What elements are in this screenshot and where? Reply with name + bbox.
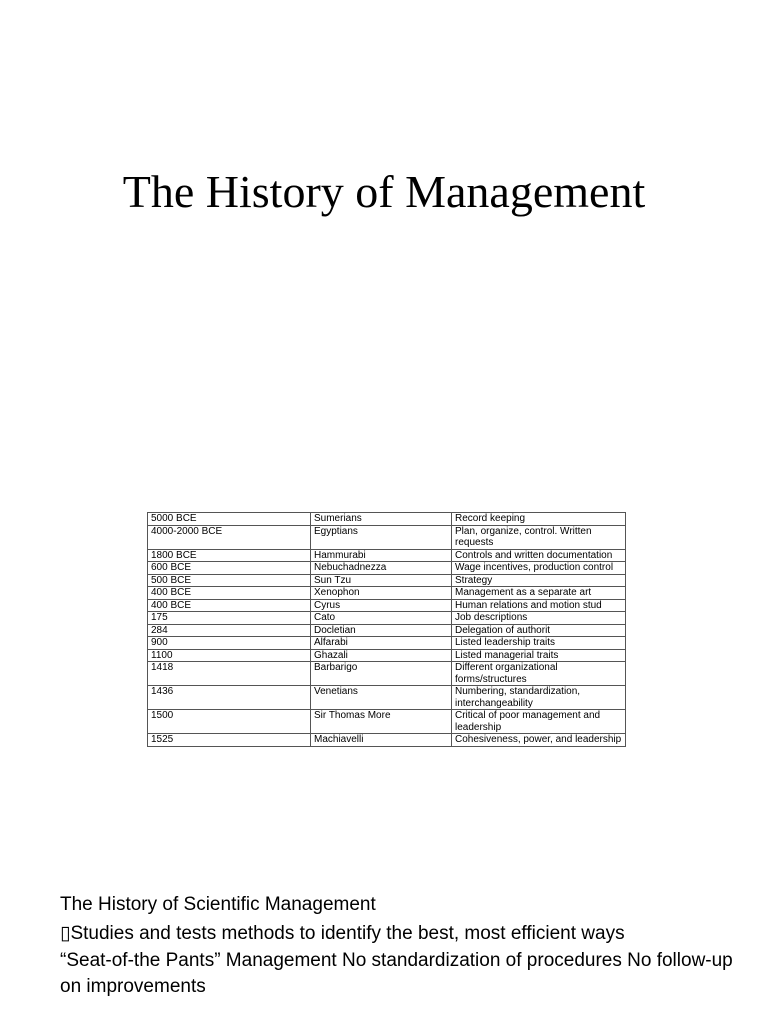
year-cell: 400 BCE	[148, 599, 311, 612]
contribution-cell: Cohesiveness, power, and leadership	[452, 734, 626, 747]
table-row	[148, 587, 626, 600]
contribution-cell: Management as a separate art	[452, 587, 626, 600]
name-cell: Egyptians	[311, 525, 452, 549]
year-cell: 5000 BCE	[148, 513, 311, 526]
table-row	[148, 574, 626, 587]
table-row	[148, 662, 626, 686]
contribution-cell: Listed managerial traits	[452, 649, 626, 662]
name-cell: Nebuchadnezza	[311, 562, 452, 575]
year-cell: 1800 BCE	[148, 549, 311, 562]
name-cell: Machiavelli	[311, 734, 452, 747]
contribution-cell: Wage incentives, production control	[452, 562, 626, 575]
year-cell: 500 BCE	[148, 574, 311, 587]
name-cell: Cyrus	[311, 599, 452, 612]
year-cell: 1500	[148, 710, 311, 734]
year-cell: 600 BCE	[148, 562, 311, 575]
contribution-cell: Controls and written documentation	[452, 549, 626, 562]
contribution-cell: Listed leadership traits	[452, 637, 626, 650]
name-cell: Sun Tzu	[311, 574, 452, 587]
table-row	[148, 599, 626, 612]
contribution-cell: Numbering, standardization, interchangeability	[452, 686, 626, 710]
name-cell: Sir Thomas More	[311, 710, 452, 734]
contribution-cell: Strategy	[452, 574, 626, 587]
contribution-cell: Critical of poor management and leadership	[452, 710, 626, 734]
table-row	[148, 612, 626, 625]
name-cell: Barbarigo	[311, 662, 452, 686]
history-table-container	[147, 512, 622, 747]
contribution-cell: Job descriptions	[452, 612, 626, 625]
table-row	[148, 513, 626, 526]
contribution-cell: Different organizational forms/structures	[452, 662, 626, 686]
table-row	[148, 525, 626, 549]
contribution-cell: Record keeping	[452, 513, 626, 526]
table-row	[148, 549, 626, 562]
name-cell: Hammurabi	[311, 549, 452, 562]
scientific-management-point: ▯Studies and tests methods to identify the best, most efficient ways	[60, 923, 625, 944]
name-cell: Docletian	[311, 624, 452, 637]
history-table	[147, 512, 626, 747]
name-cell: Cato	[311, 612, 452, 625]
year-cell: 900	[148, 637, 311, 650]
table-row	[148, 710, 626, 734]
name-cell: Alfarabi	[311, 637, 452, 650]
name-cell: Xenophon	[311, 587, 452, 600]
table-row	[148, 686, 626, 710]
page-title: The History of Management	[122, 166, 646, 217]
year-cell: 400 BCE	[148, 587, 311, 600]
seat-of-pants-point: “Seat-of-the Pants” Management No standardization of procedures No follow-up on improvements	[60, 950, 733, 997]
year-cell: 1525	[148, 734, 311, 747]
year-cell: 1418	[148, 662, 311, 686]
history-table-body	[148, 513, 626, 747]
table-row	[148, 562, 626, 575]
table-row	[148, 734, 626, 747]
year-cell: 1100	[148, 649, 311, 662]
table-row	[148, 649, 626, 662]
name-cell: Venetians	[311, 686, 452, 710]
contribution-cell: Human relations and motion stud	[452, 599, 626, 612]
table-row	[148, 637, 626, 650]
body-text	[60, 890, 750, 1000]
year-cell: 175	[148, 612, 311, 625]
table-row	[148, 624, 626, 637]
contribution-cell: Plan, organize, control. Written requests	[452, 525, 626, 549]
year-cell: 4000-2000 BCE	[148, 525, 311, 549]
year-cell: 284	[148, 624, 311, 637]
year-cell: 1436	[148, 686, 311, 710]
name-cell: Ghazali	[311, 649, 452, 662]
name-cell: Sumerians	[311, 513, 452, 526]
contribution-cell: Delegation of authorit	[452, 624, 626, 637]
scientific-management-heading: The History of Scientific Management	[60, 894, 376, 915]
